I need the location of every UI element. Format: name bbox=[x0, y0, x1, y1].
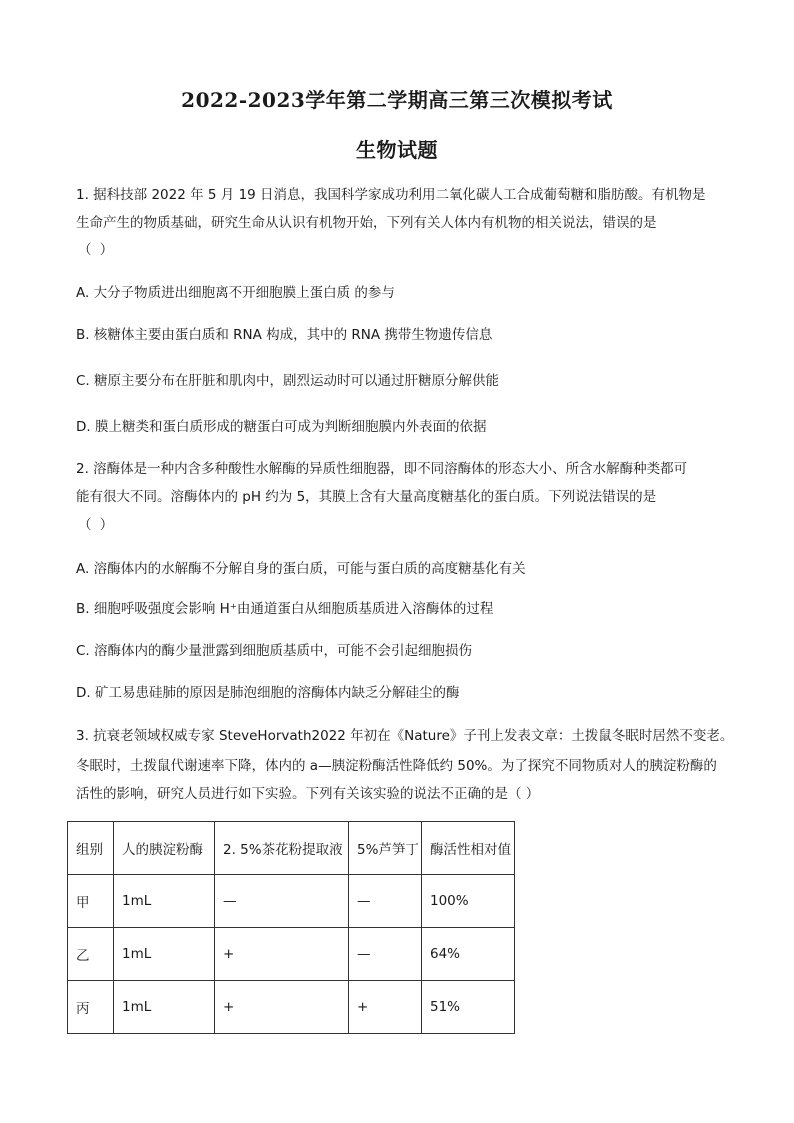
question-2-option-a: A. 溶酶体内的水解酶不分解自身的蛋白质，可能与蛋白质的高度糖基化有关 bbox=[76, 561, 526, 577]
experiment-table bbox=[67, 821, 515, 1034]
table-cell: + bbox=[215, 981, 349, 1034]
subject-title: 生物试题 bbox=[356, 138, 438, 162]
question-1-option-b: B. 核糖体主要由蛋白质和 RNA 构成，其中的 RNA 携带生物遗传信息 bbox=[76, 327, 493, 343]
question-2-option-b: B. 细胞呼吸强度会影响 H⁺由通道蛋白从细胞质基质进入溶酶体的过程 bbox=[76, 601, 494, 617]
table-header-row bbox=[68, 822, 515, 875]
question-3-line-2: 冬眠时，土拨鼠代谢速率下降，体内的 a—胰淀粉酶活性降低约 50%。为了探究不同物质对人的胰淀粉酶的 bbox=[76, 758, 717, 774]
table-cell: 1mL bbox=[114, 875, 215, 928]
table-cell: 51% bbox=[422, 981, 515, 1034]
table-header-cell: 5%芦笋丁 bbox=[349, 822, 422, 875]
table-header-cell: 2. 5%茶花粉提取液 bbox=[215, 822, 349, 875]
table-header-cell: 酶活性相对值 bbox=[422, 822, 515, 875]
question-2-line-1: 2. 溶酶体是一种内含多种酸性水解酶的异质性细胞器，即不同溶酶体的形态大小、所含水解酶种类都可 bbox=[76, 461, 688, 477]
table-row bbox=[68, 928, 515, 981]
table-cell: — bbox=[215, 875, 349, 928]
question-2-line-2: 能有很大不同。溶酶体内的 pH 约为 5，其膜上含有大量高度糖基化的蛋白质。下列说法错误的是 bbox=[76, 489, 657, 505]
question-1-option-d: D. 膜上糖类和蛋白质形成的糖蛋白可成为判断细胞膜内外表面的依据 bbox=[76, 419, 487, 435]
table-header-cell: 人的胰淀粉酶 bbox=[114, 822, 215, 875]
table-cell: 64% bbox=[422, 928, 515, 981]
table-cell: 乙 bbox=[68, 928, 114, 981]
table-cell: 1mL bbox=[114, 928, 215, 981]
table-cell: — bbox=[349, 875, 422, 928]
table-row bbox=[68, 875, 515, 928]
table-cell: — bbox=[349, 928, 422, 981]
table-cell: 100% bbox=[422, 875, 515, 928]
question-2-option-d: D. 矿工易患硅肺的原因是肺泡细胞的溶酶体内缺乏分解硅尘的酶 bbox=[76, 685, 460, 701]
question-1-option-c: C. 糖原主要分布在肝脏和肌肉中，剧烈运动时可以通过肝糖原分解供能 bbox=[76, 373, 500, 389]
table-cell: + bbox=[215, 928, 349, 981]
table-cell: 甲 bbox=[68, 875, 114, 928]
question-1-line-1: 1. 据科技部 2022 年 5 月 19 日消息，我国科学家成功利用二氧化碳人工合成葡萄糖和脂肪酸。有机物是 bbox=[76, 187, 706, 203]
table-cell: 1mL bbox=[114, 981, 215, 1034]
table-row bbox=[68, 981, 515, 1034]
question-1-option-a: A. 大分子物质进出细胞离不开细胞膜上蛋白质 的参与 bbox=[76, 285, 395, 301]
question-1-answer-blank: （ ） bbox=[78, 242, 116, 258]
question-3-line-3: 活性的影响，研究人员进行如下实验。下列有关该实验的说法不正确的是（ ） bbox=[76, 786, 540, 802]
question-1-line-2: 生命产生的物质基础，研究生命从认识有机物开始，下列有关人体内有机物的相关说法，错误的是 bbox=[76, 215, 657, 231]
table-cell: 丙 bbox=[68, 981, 114, 1034]
table-cell: + bbox=[349, 981, 422, 1034]
question-2-answer-blank: （ ） bbox=[78, 517, 116, 533]
question-3-line-1: 3. 抗衰老领域权威专家 SteveHorvath2022 年初在《Nature》子刊上发表文章：土拨鼠冬眠时居然不变老。 bbox=[76, 728, 734, 744]
table-header-cell: 组别 bbox=[68, 822, 114, 875]
question-2-option-c: C. 溶酶体内的酶少量泄露到细胞质基质中，可能不会引起细胞损伤 bbox=[76, 643, 473, 659]
exam-title: 2022-2023学年第二学期高三第三次模拟考试 bbox=[181, 88, 613, 112]
